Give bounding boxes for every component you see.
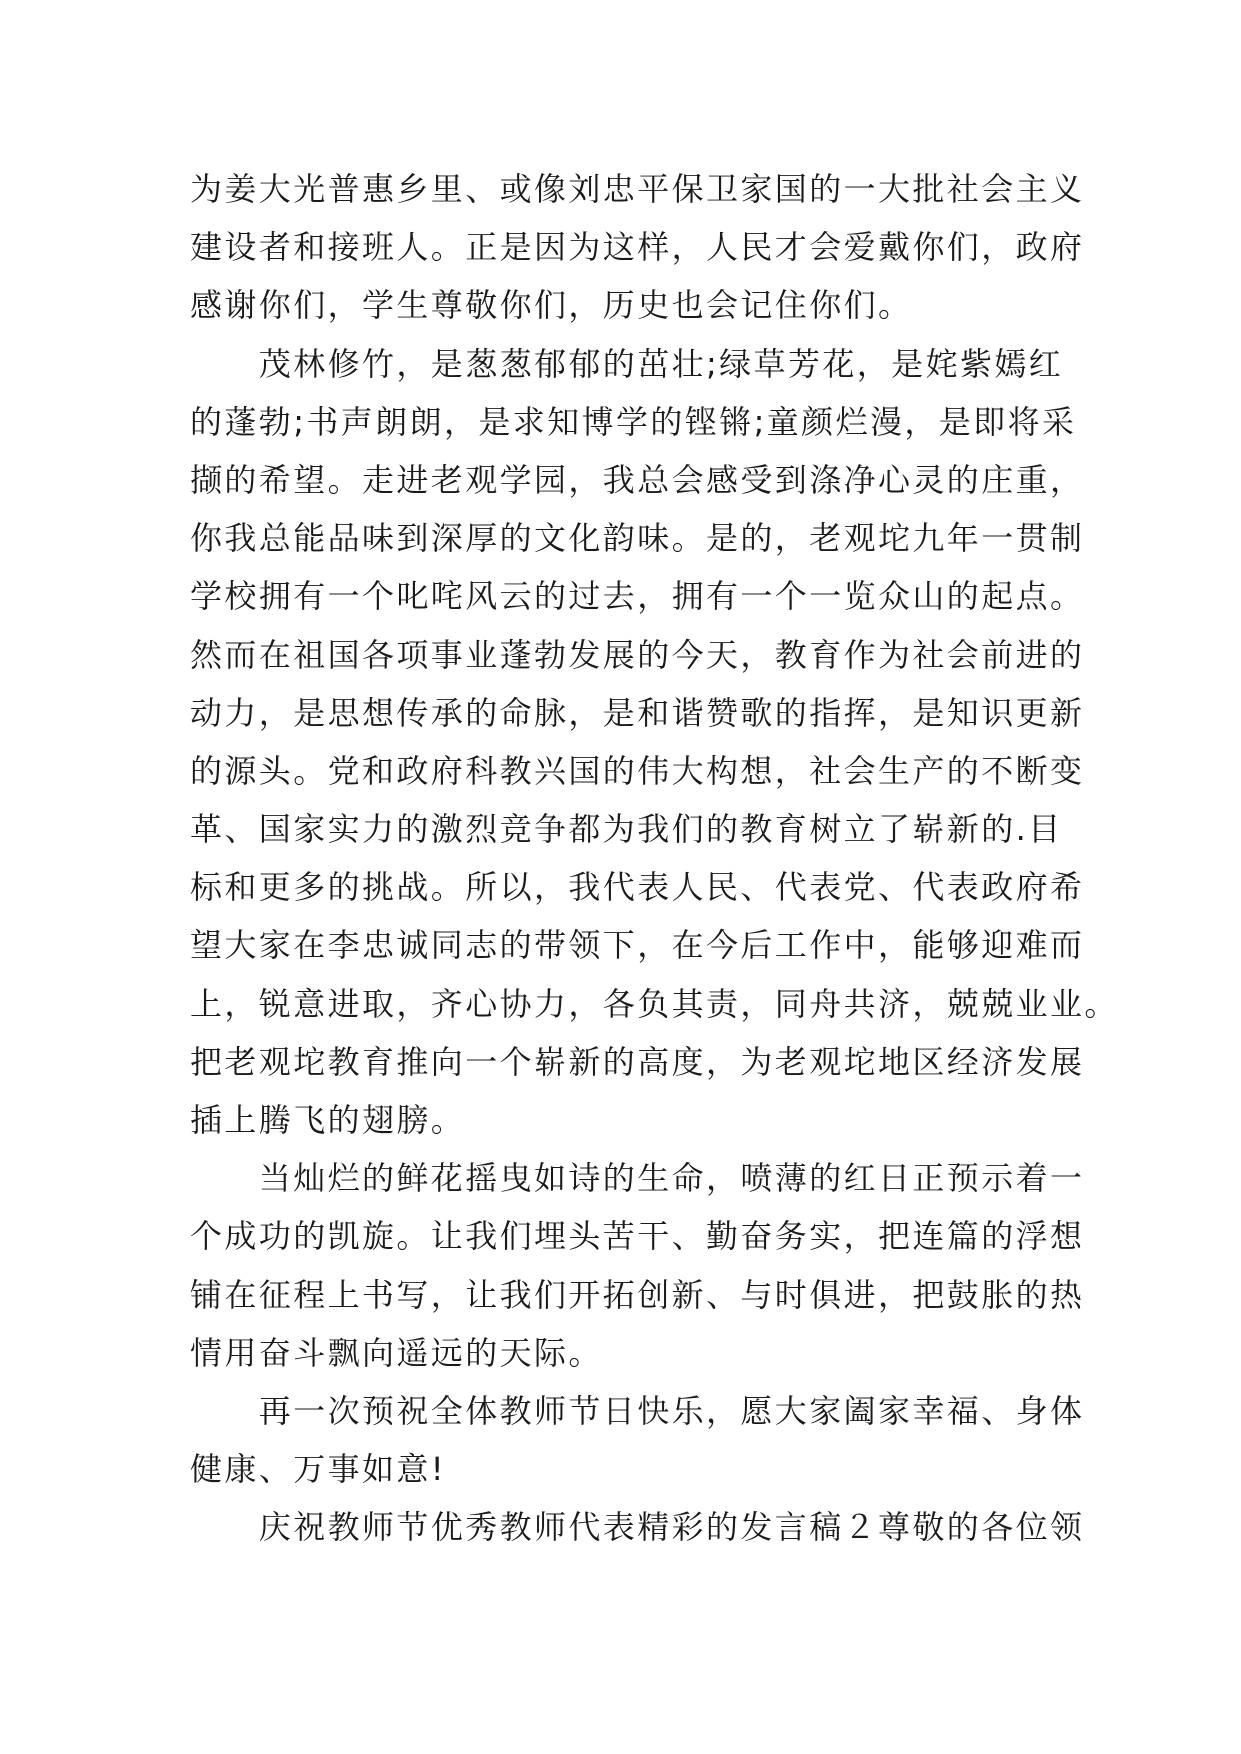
text-line: 情用奋斗飘向遥远的天际。 (190, 1333, 603, 1372)
text-line: 撷的希望。走进老观学园，我总会感受到涤净心灵的庄重， (190, 460, 1085, 499)
document-body (190, 160, 1119, 1557)
text-line: 上，锐意进取，齐心协力，各负其责，同舟共济，兢兢业业。 (190, 984, 1119, 1023)
text-line: 茂林修竹，是葱葱郁郁的茁壮;绿草芳花，是姹紫嫣红 (190, 344, 1064, 383)
text-line: 你我总能品味到深厚的文化韵味。是的，老观坨九年一贯制 (190, 519, 1085, 558)
text-line: 望大家在李忠诚同志的带领下，在今后工作中，能够迎难而 (190, 926, 1085, 965)
text-line: 把老观坨教育推向一个崭新的高度，为老观坨地区经济发展 (190, 1042, 1085, 1081)
text-line: 铺在征程上书写，让我们开拓创新、与时俱进，把鼓胀的热 (190, 1275, 1085, 1314)
text-line: 学校拥有一个叱咤风云的过去，拥有一个一览众山的起点。 (190, 577, 1085, 616)
text-line: 庆祝教师节优秀教师代表精彩的发言稿２尊敬的各位领 (190, 1508, 1085, 1547)
text-line: 动力，是思想传承的命脉，是和谐赞歌的指挥，是知识更新 (190, 693, 1085, 732)
text-line: 个成功的凯旋。让我们埋头苦干、勤奋务实，把连篇的浮想 (190, 1217, 1085, 1256)
text-line: 健康、万事如意! (190, 1450, 447, 1489)
text-line: 为姜大光普惠乡里、或像刘忠平保卫家国的一大批社会主义 (190, 170, 1085, 208)
text-line: 的蓬勃;书声朗朗，是求知博学的铿锵;童颜烂漫，是即将采 (190, 402, 1077, 441)
text-line: 再一次预祝全体教师节日快乐，愿大家阖家幸福、身体 (190, 1391, 1085, 1430)
text-line: 感谢你们，学生尊敬你们，历史也会记住你们。 (190, 286, 913, 325)
text-line: 插上腾飞的翅膀。 (190, 1101, 466, 1139)
text-line: 的源头。党和政府科教兴国的伟大构想，社会生产的不断变 (190, 751, 1085, 790)
text-line: 标和更多的挑战。所以，我代表人民、代表党、代表政府希 (190, 868, 1085, 907)
text-line: 然而在祖国各项事业蓬勃发展的今天，教育作为社会前进的 (190, 635, 1085, 674)
text-line: 当灿烂的鲜花摇曳如诗的生命，喷薄的红日正预示着一 (190, 1159, 1085, 1198)
text-line: 建设者和接班人。正是因为这样，人民才会爱戴你们，政府 (190, 228, 1085, 267)
text-line: 革、国家实力的激烈竞争都为我们的教育树立了崭新的.目 (190, 810, 1063, 849)
